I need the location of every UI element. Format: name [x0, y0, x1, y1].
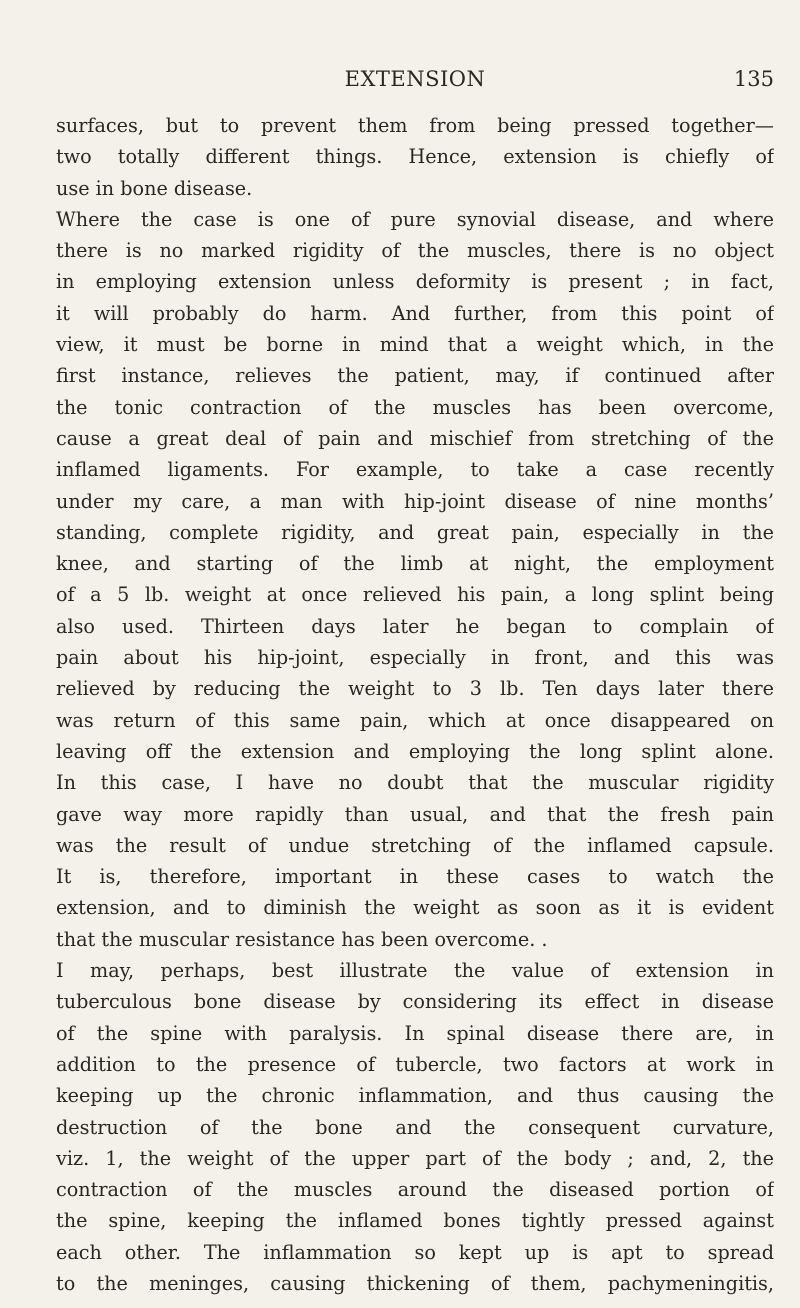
- page-number: 135: [733, 67, 774, 91]
- text-line: addition to the presence of tubercle, two factors at work in: [56, 1052, 774, 1076]
- text-line: of a 5 lb. weight at once relieved his pain, a long splint being: [56, 583, 774, 607]
- text-line: it will probably do harm. And further, from this point of: [56, 301, 774, 325]
- text-line: Where the case is one of pure synovial disease, and where: [56, 207, 774, 231]
- text-line: that the muscular resistance has been overcome. .: [56, 927, 548, 951]
- text-line: In this case, I have no doubt that the muscular rigidity: [56, 771, 774, 795]
- text-line: cause a great deal of pain and mischief from stretching of the: [56, 426, 774, 450]
- text-line: two totally different things. Hence, extension is chiefly of: [56, 145, 774, 169]
- text-line: under my care, a man with hip-joint disease of nine months’: [56, 489, 774, 513]
- running-title: EXTENSION: [344, 67, 486, 91]
- text-line: to the meninges, causing thickening of them, pachymeningitis,: [56, 1271, 774, 1295]
- text-line: keeping up the chronic inflammation, and thus causing the: [56, 1084, 774, 1108]
- text-line: gave way more rapidly than usual, and that the fresh pain: [56, 802, 774, 826]
- text-line: was the result of undue stretching of the inflamed capsule.: [56, 833, 774, 857]
- text-line: the tonic contraction of the muscles has been overcome,: [56, 395, 774, 419]
- text-line: also used. Thirteen days later he began to complain of: [56, 614, 774, 638]
- text-line: relieved by reducing the weight to 3 lb. Ten days later there: [56, 677, 774, 701]
- body-text: [56, 110, 774, 1299]
- text-line: the spine, keeping the inflamed bones tightly pressed against: [56, 1209, 774, 1233]
- text-line: I may, perhaps, best illustrate the value of extension in: [56, 959, 774, 983]
- text-line: surfaces, but to prevent them from being pressed together—: [56, 114, 774, 137]
- text-line: inflamed ligaments. For example, to take a case recently: [56, 458, 774, 482]
- text-line: was return of this same pain, which at once disappeared on: [56, 708, 774, 732]
- text-line: use in bone disease.: [56, 176, 253, 200]
- text-line: It is, therefore, important in these cases to watch the: [56, 865, 774, 889]
- text-line: pain about his hip-joint, especially in front, and this was: [56, 646, 774, 670]
- text-line: standing, complete rigidity, and great pain, especially in the: [56, 520, 774, 544]
- text-line: extension, and to diminish the weight as soon as it is evident: [56, 896, 774, 920]
- text-line: there is no marked rigidity of the muscles, there is no object: [56, 239, 774, 263]
- text-line: in employing extension unless deformity is present ; in fact,: [56, 270, 774, 294]
- text-line: first instance, relieves the patient, may, if continued after: [56, 364, 774, 388]
- text-line: of the spine with paralysis. In spinal disease there are, in: [56, 1021, 774, 1045]
- text-line: each other. The inflammation so kept up is apt to spread: [56, 1240, 774, 1264]
- text-line: destruction of the bone and the consequent curvature,: [56, 1115, 774, 1139]
- text-line: viz. 1, the weight of the upper part of the body ; and, 2, the: [56, 1146, 774, 1170]
- text-line: contraction of the muscles around the diseased portion of: [56, 1178, 774, 1202]
- running-head: [56, 64, 774, 94]
- text-line: knee, and starting of the limb at night, the employment: [56, 552, 774, 576]
- text-line: view, it must be borne in mind that a weight which, in the: [56, 333, 774, 357]
- text-line: leaving off the extension and employing the long splint alone.: [56, 739, 774, 763]
- text-line: tuberculous bone disease by considering its effect in disease: [56, 990, 774, 1014]
